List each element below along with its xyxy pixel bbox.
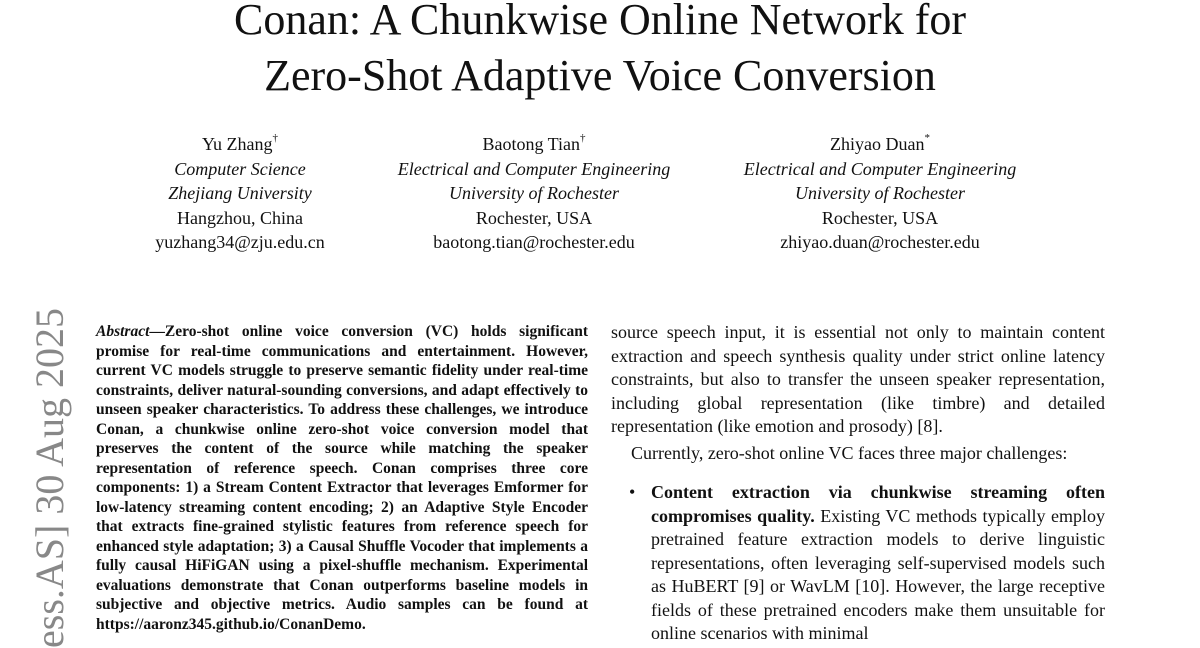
author-location: Hangzhou, China bbox=[177, 207, 303, 228]
author-university: University of Rochester bbox=[795, 183, 965, 203]
abstract bbox=[96, 322, 588, 634]
abstract-text: —Zero-shot online voice conversion (VC) holds significant promise for real-time communications and entertainment. However, current VC models struggle to preserve semantic fidelity under real-time constraints, deliver natural-sounding conversions, and adapt effectively to unseen speaker characteristics. To address these challenges, we introduce Conan, a chunkwise online zero-shot voice conversion model that preserves the content of the source while matching the speaker representation of reference speech. Conan comprises three core components: 1) a Stream Content Extractor that leverages Emformer for low-latency streaming content encoding; 2) an Adaptive Style Encoder that extracts fine-grained stylistic features from reference speech for enhanced style adaptation; 3) a Causal Shuffle Vocoder that implements a fully causal HiFiGAN using a pixel-shuffle mechanism. Experimental evaluations demonstrate that Conan outperforms baseline models in subjective and objective metrics. Audio samples can be found at https://aaronz345.github.io/ConanDemo. bbox=[96, 323, 588, 633]
body-column-right bbox=[611, 321, 1105, 646]
author-location: Rochester, USA bbox=[821, 207, 939, 228]
author-mark: † bbox=[272, 132, 278, 144]
author-dept: Electrical and Computer Engineering bbox=[743, 158, 1017, 179]
author-university: University of Rochester bbox=[449, 183, 619, 203]
bullet-dot-icon: • bbox=[629, 482, 636, 502]
bullet-text: Existing VC methods typically employ pretrained feature extraction models to derive linguistic representations, often leveraging self-supervised models such as HuBERT [9] or WavLM [10]. However, the large receptive fields of these pretrained encoders make them unsuitable for online scenarios with minimal bbox=[651, 505, 1105, 643]
body-paragraph: Currently, zero-shot online VC faces three major challenges: bbox=[631, 442, 1068, 463]
author-mark: † bbox=[580, 132, 586, 144]
author-name: Zhiyao Duan bbox=[830, 134, 925, 154]
author-dept: Electrical and Computer Engineering bbox=[397, 158, 671, 179]
author-email: yuzhang34@zju.edu.cn bbox=[155, 232, 325, 252]
author-location: Rochester, USA bbox=[475, 207, 593, 228]
bullet-item bbox=[611, 481, 1105, 646]
author-mark: * bbox=[924, 132, 930, 144]
title-line-1: Conan: A Chunkwise Online Network for bbox=[233, 0, 967, 44]
author-email: baotong.tian@rochester.edu bbox=[433, 232, 635, 252]
author-dept: Computer Science bbox=[174, 158, 306, 179]
title-line-2: Zero-Shot Adaptive Voice Conversion bbox=[264, 51, 936, 100]
body-paragraph: source speech input, it is essential not only to maintain content extraction and speech synthesis quality under strict online latency constraints, but also to transfer the unseen speaker representation, including global representation (like timbre) and detailed representation (like emotion and prosody) [8]. bbox=[611, 322, 1105, 436]
arxiv-stamp: ess.AS] 30 Aug 2025 bbox=[27, 307, 72, 648]
author-name: Baotong Tian bbox=[482, 134, 581, 154]
abstract-label: Abstract bbox=[96, 323, 150, 340]
author-2 bbox=[354, 132, 714, 255]
author-name: Yu Zhang bbox=[202, 134, 273, 154]
author-university: Zhejiang University bbox=[168, 183, 312, 203]
author-block bbox=[0, 132, 1200, 262]
author-3 bbox=[700, 132, 1060, 255]
author-email: zhiyao.duan@rochester.edu bbox=[780, 232, 980, 252]
bullet-heading: Content extraction via chunkwise streaming often compromises quality. bbox=[651, 482, 1105, 526]
